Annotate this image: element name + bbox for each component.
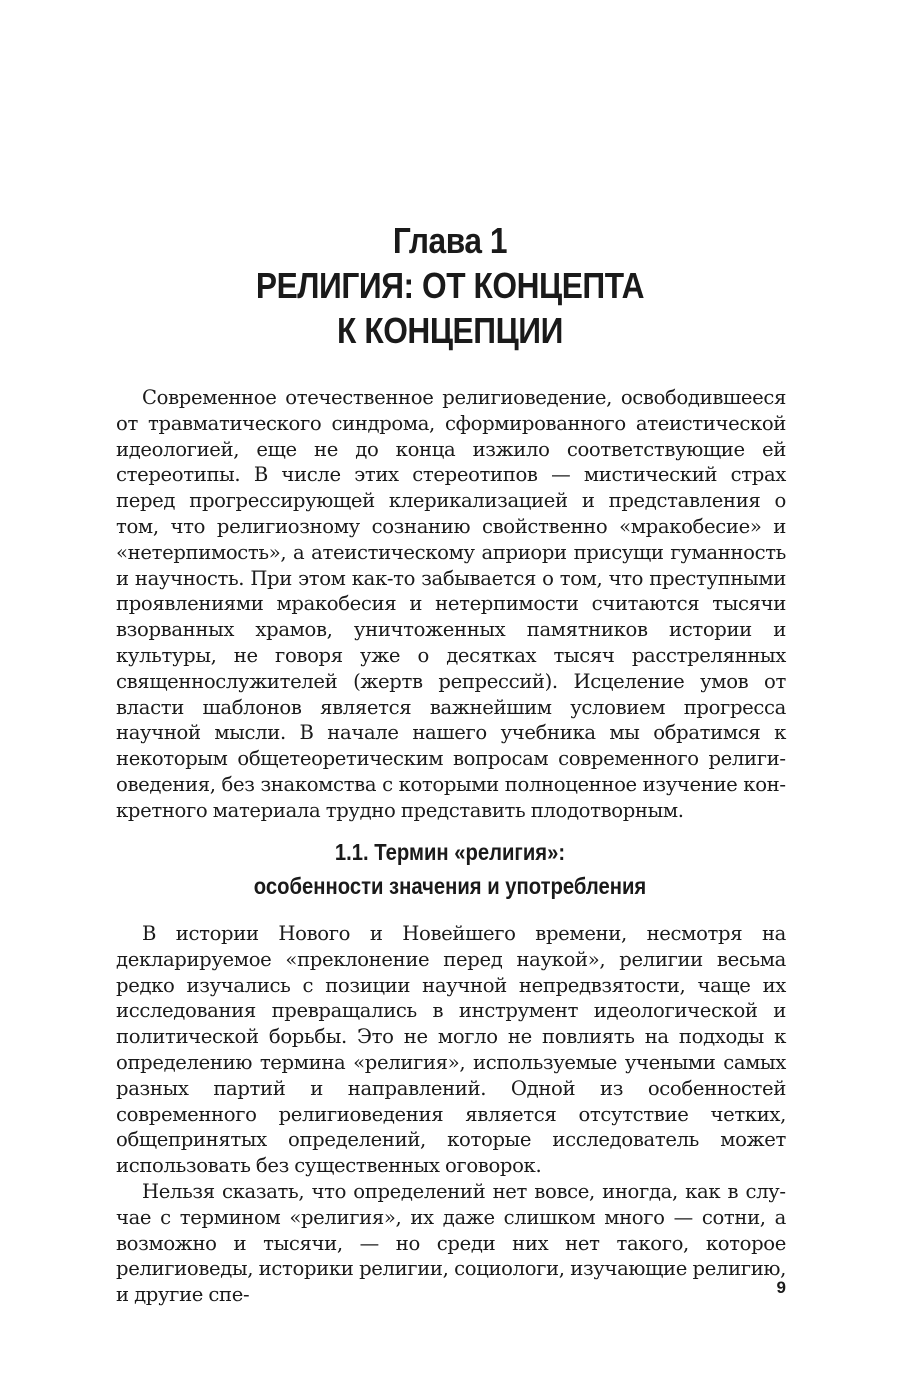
section-paragraph-2: Нельзя сказать, что определений нет вовсе, иногда, как в случае с термином «религия», их даже слишком много — сотни, а возможно и тысячи, — но среди них нет такого, которое религиоведы, историки религии, социологи, изучающие религию, и другие спе- [116,1179,786,1307]
chapter-heading [160,218,741,353]
chapter-title-line-2: К КОНЦЕПЦИИ [337,310,563,351]
chapter-label: Глава 1 [392,220,508,261]
intro-paragraph: Современное отечественное религиоведение, освободившееся от травматического синдрома, сформированного атеистической идеологией, еще не до конца изжило соответствующие ей стереотипы. В числе этих стереотипов — мистический страх перед прогрессирующей клерикализацией и представления о том, что религиозному сознанию свойственно «мракобесие» и «нетерпимость», а атеистическому априори присущи гуманность и научность. При этом как-то забывается о том, что преступными проявлениями мракобесия и нетерпимости считаются тысячи взорванных храмов, уничтоженных памятников истории и культуры, не говоря уже о десятках тысяч расстрелянных священнослужителей (жертв репрессий). Исцеление умов от власти шаблонов является важнейшим условием прогресса научной мысли. В начале нашего учебника мы обратимся к некоторым общетеоретическим вопросам современного религиоведения, без знакомства с которыми полноценное изучение конкретного материала трудно представить плодотворным. [116,386,786,822]
section-paragraph-1: В истории Нового и Новейшего времени, несмотря на декларируемое «преклонение перед наукой», религии весьма редко изучались с позиции научной непредвзятости, чаще их исследования превращались в инструмент идеологической и политической борьбы. Это не могло не повлиять на подходы к определению термина «религия», используемые учеными самых разных партий и направлений. Одной из особенностей современного религиоведения является отсутствие четких, общепринятых определений, которые исследователь может использовать без существенных оговорок. [116,922,786,1178]
chapter-title-line-1: РЕЛИГИЯ: ОТ КОНЦЕПТА [255,265,645,306]
section-heading [160,835,741,903]
section-text-block [116,921,786,1308]
section-title-line-2: особенности значения и употребления [253,873,647,899]
section-title-line-1: 1.1. Термин «религия»: [334,839,566,865]
intro-text-block [116,385,786,824]
page-number: 9 [776,1278,786,1297]
